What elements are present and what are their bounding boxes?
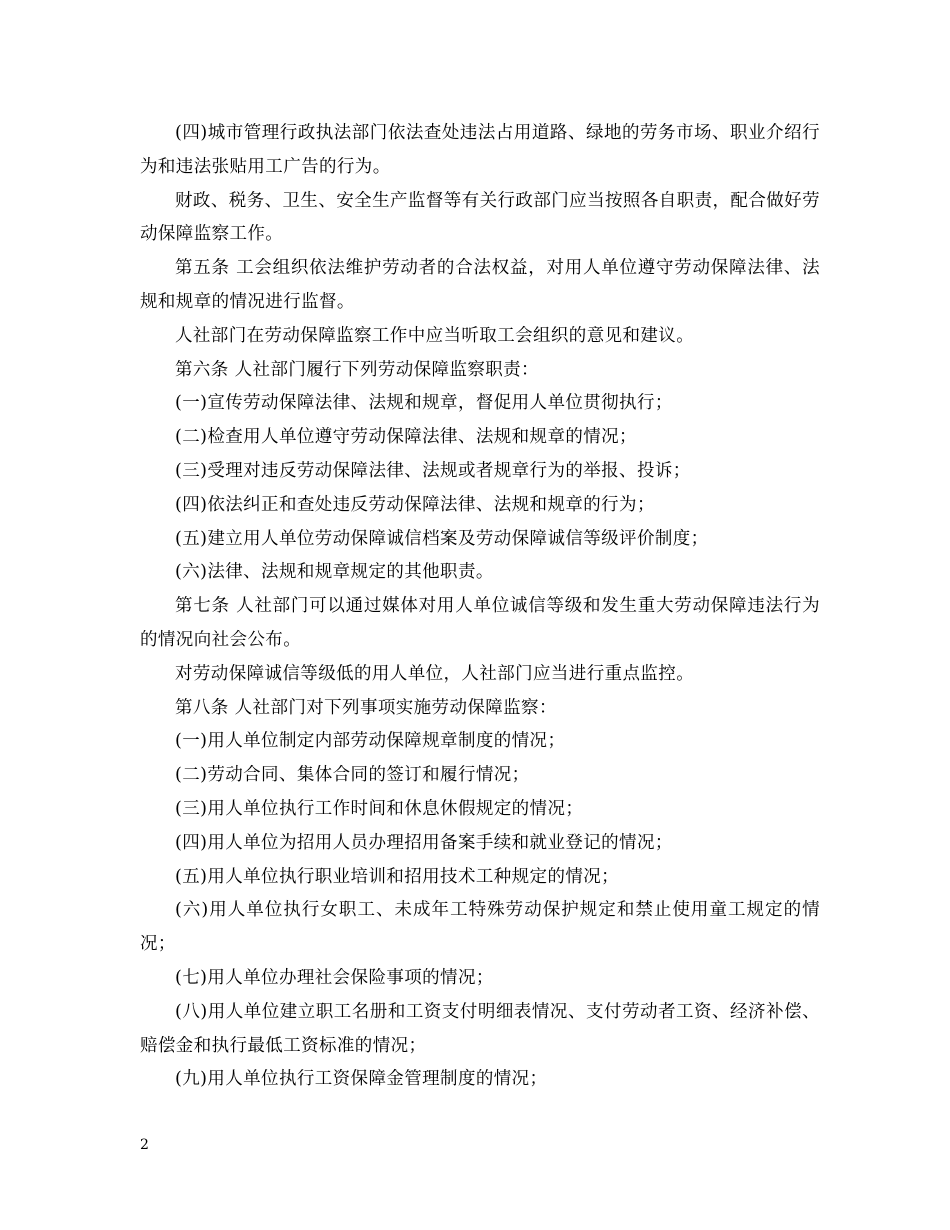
paragraph: (六)法律、法规和规章规定的其他职责。 [175,562,494,583]
paragraph: 第六条 人社部门履行下列劳动保障监察职责： [175,359,539,380]
paragraph: 人社部门在劳动保障监察工作中应当听取工会组织的意见和建议。 [175,325,695,346]
paragraph: 财政、税务、卫生、安全生产监督等有关行政部门应当按照各自职责，配合做好劳动保障监察工作。 [140,190,820,245]
paragraph: (一)宣传劳动保障法律、法规和规章，督促用人单位贯彻执行； [175,393,673,414]
paragraph: (六)用人单位执行女职工、未成年工特殊劳动保护规定和禁止使用童工规定的情况； [140,900,820,955]
paragraph: (二)劳动合同、集体合同的签订和履行情况； [175,765,530,786]
paragraph: 第五条 工会组织依法维护劳动者的合法权益，对用人单位遵守劳动保障法律、法规和规章的情况进行监督。 [140,258,820,312]
paragraph: (五)用人单位执行职业培训和招用技术工种规定的情况； [175,866,620,887]
paragraph: (八)用人单位建立职工名册和工资支付明细表情况、支付劳动者工资、经济补偿、赔偿金和执行最低工资标准的情况； [140,1001,820,1056]
paragraph: (三)用人单位执行工作时间和休息休假规定的情况； [175,798,584,819]
paragraph: (七)用人单位办理社会保险事项的情况； [175,967,494,988]
paragraph: (四)用人单位为招用人员办理招用备案手续和就业登记的情况； [175,832,673,853]
paragraph: 第七条 人社部门可以通过媒体对用人单位诚信等级和发生重大劳动保障违法行为的情况向社会公布。 [140,596,820,650]
paragraph: (三)受理对违反劳动保障法律、法规或者规章行为的举报、投诉； [175,460,691,481]
paragraph: (九)用人单位执行工资保障金管理制度的情况； [175,1069,548,1090]
document-body [140,117,820,1097]
paragraph: 第八条 人社部门对下列事项实施劳动保障监察： [175,697,557,718]
paragraph: (五)建立用人单位劳动保障诚信档案及劳动保障诚信等级评价制度； [175,528,709,549]
paragraph: (一)用人单位制定内部劳动保障规章制度的情况； [175,731,566,752]
paragraph: (四)依法纠正和查处违反劳动保障法律、法规和规章的行为； [175,494,655,515]
paragraph: (四)城市管理行政执法部门依法查处违法占用道路、绿地的劳务市场、职业介绍行为和违法张贴用工广告的行为。 [140,123,820,177]
paragraph: 对劳动保障诚信等级低的用人单位，人社部门应当进行重点监控。 [175,663,695,684]
paragraph: (二)检查用人单位遵守劳动保障法律、法规和规章的情况； [175,427,637,448]
page-number: 2 [140,1137,149,1153]
